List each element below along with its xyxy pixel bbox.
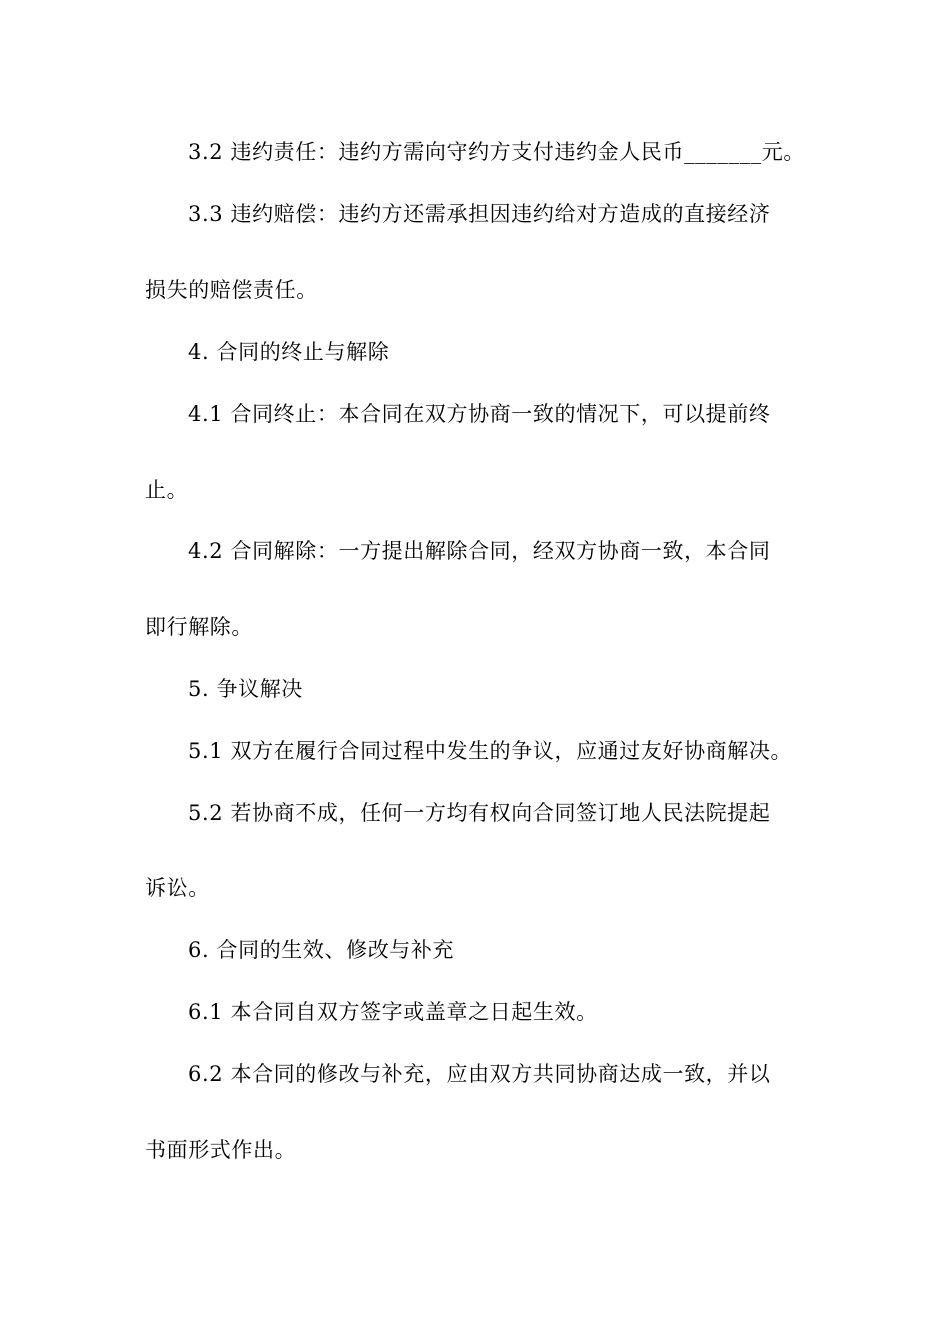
clause-4-1-continuation: 止。 xyxy=(145,478,189,502)
clause-5-2-continuation: 诉讼。 xyxy=(145,876,210,900)
clause-3-2: 3.2 违约责任：违约方需向守约方支付违约金人民币_______元。 xyxy=(188,140,805,164)
clause-4-1: 4.1 合同终止：本合同在双方协商一致的情况下，可以提前终 xyxy=(188,402,771,426)
clause-3-3: 3.3 违约赔偿：违约方还需承担因违约给对方造成的直接经济 xyxy=(188,202,771,226)
clause-4-2: 4.2 合同解除：一方提出解除合同，经双方协商一致，本合同 xyxy=(188,539,771,563)
clause-5-1: 5.1 双方在履行合同过程中发生的争议，应通过友好协商解决。 xyxy=(188,739,793,763)
clause-3-3-continuation: 损失的赔偿责任。 xyxy=(145,278,318,302)
clause-6-1: 6.1 本合同自双方签字或盖章之日起生效。 xyxy=(188,1000,598,1024)
clause-4-2-continuation: 即行解除。 xyxy=(145,615,253,639)
section-4-heading: 4. 合同的终止与解除 xyxy=(188,340,390,364)
section-6-heading: 6. 合同的生效、修改与补充 xyxy=(188,938,455,962)
clause-5-2: 5.2 若协商不成，任何一方均有权向合同签订地人民法院提起 xyxy=(188,801,771,825)
clause-6-2-continuation: 书面形式作出。 xyxy=(145,1138,297,1162)
clause-6-2: 6.2 本合同的修改与补充，应由双方共同协商达成一致，并以 xyxy=(188,1062,771,1086)
section-5-heading: 5. 争议解决 xyxy=(188,677,303,701)
